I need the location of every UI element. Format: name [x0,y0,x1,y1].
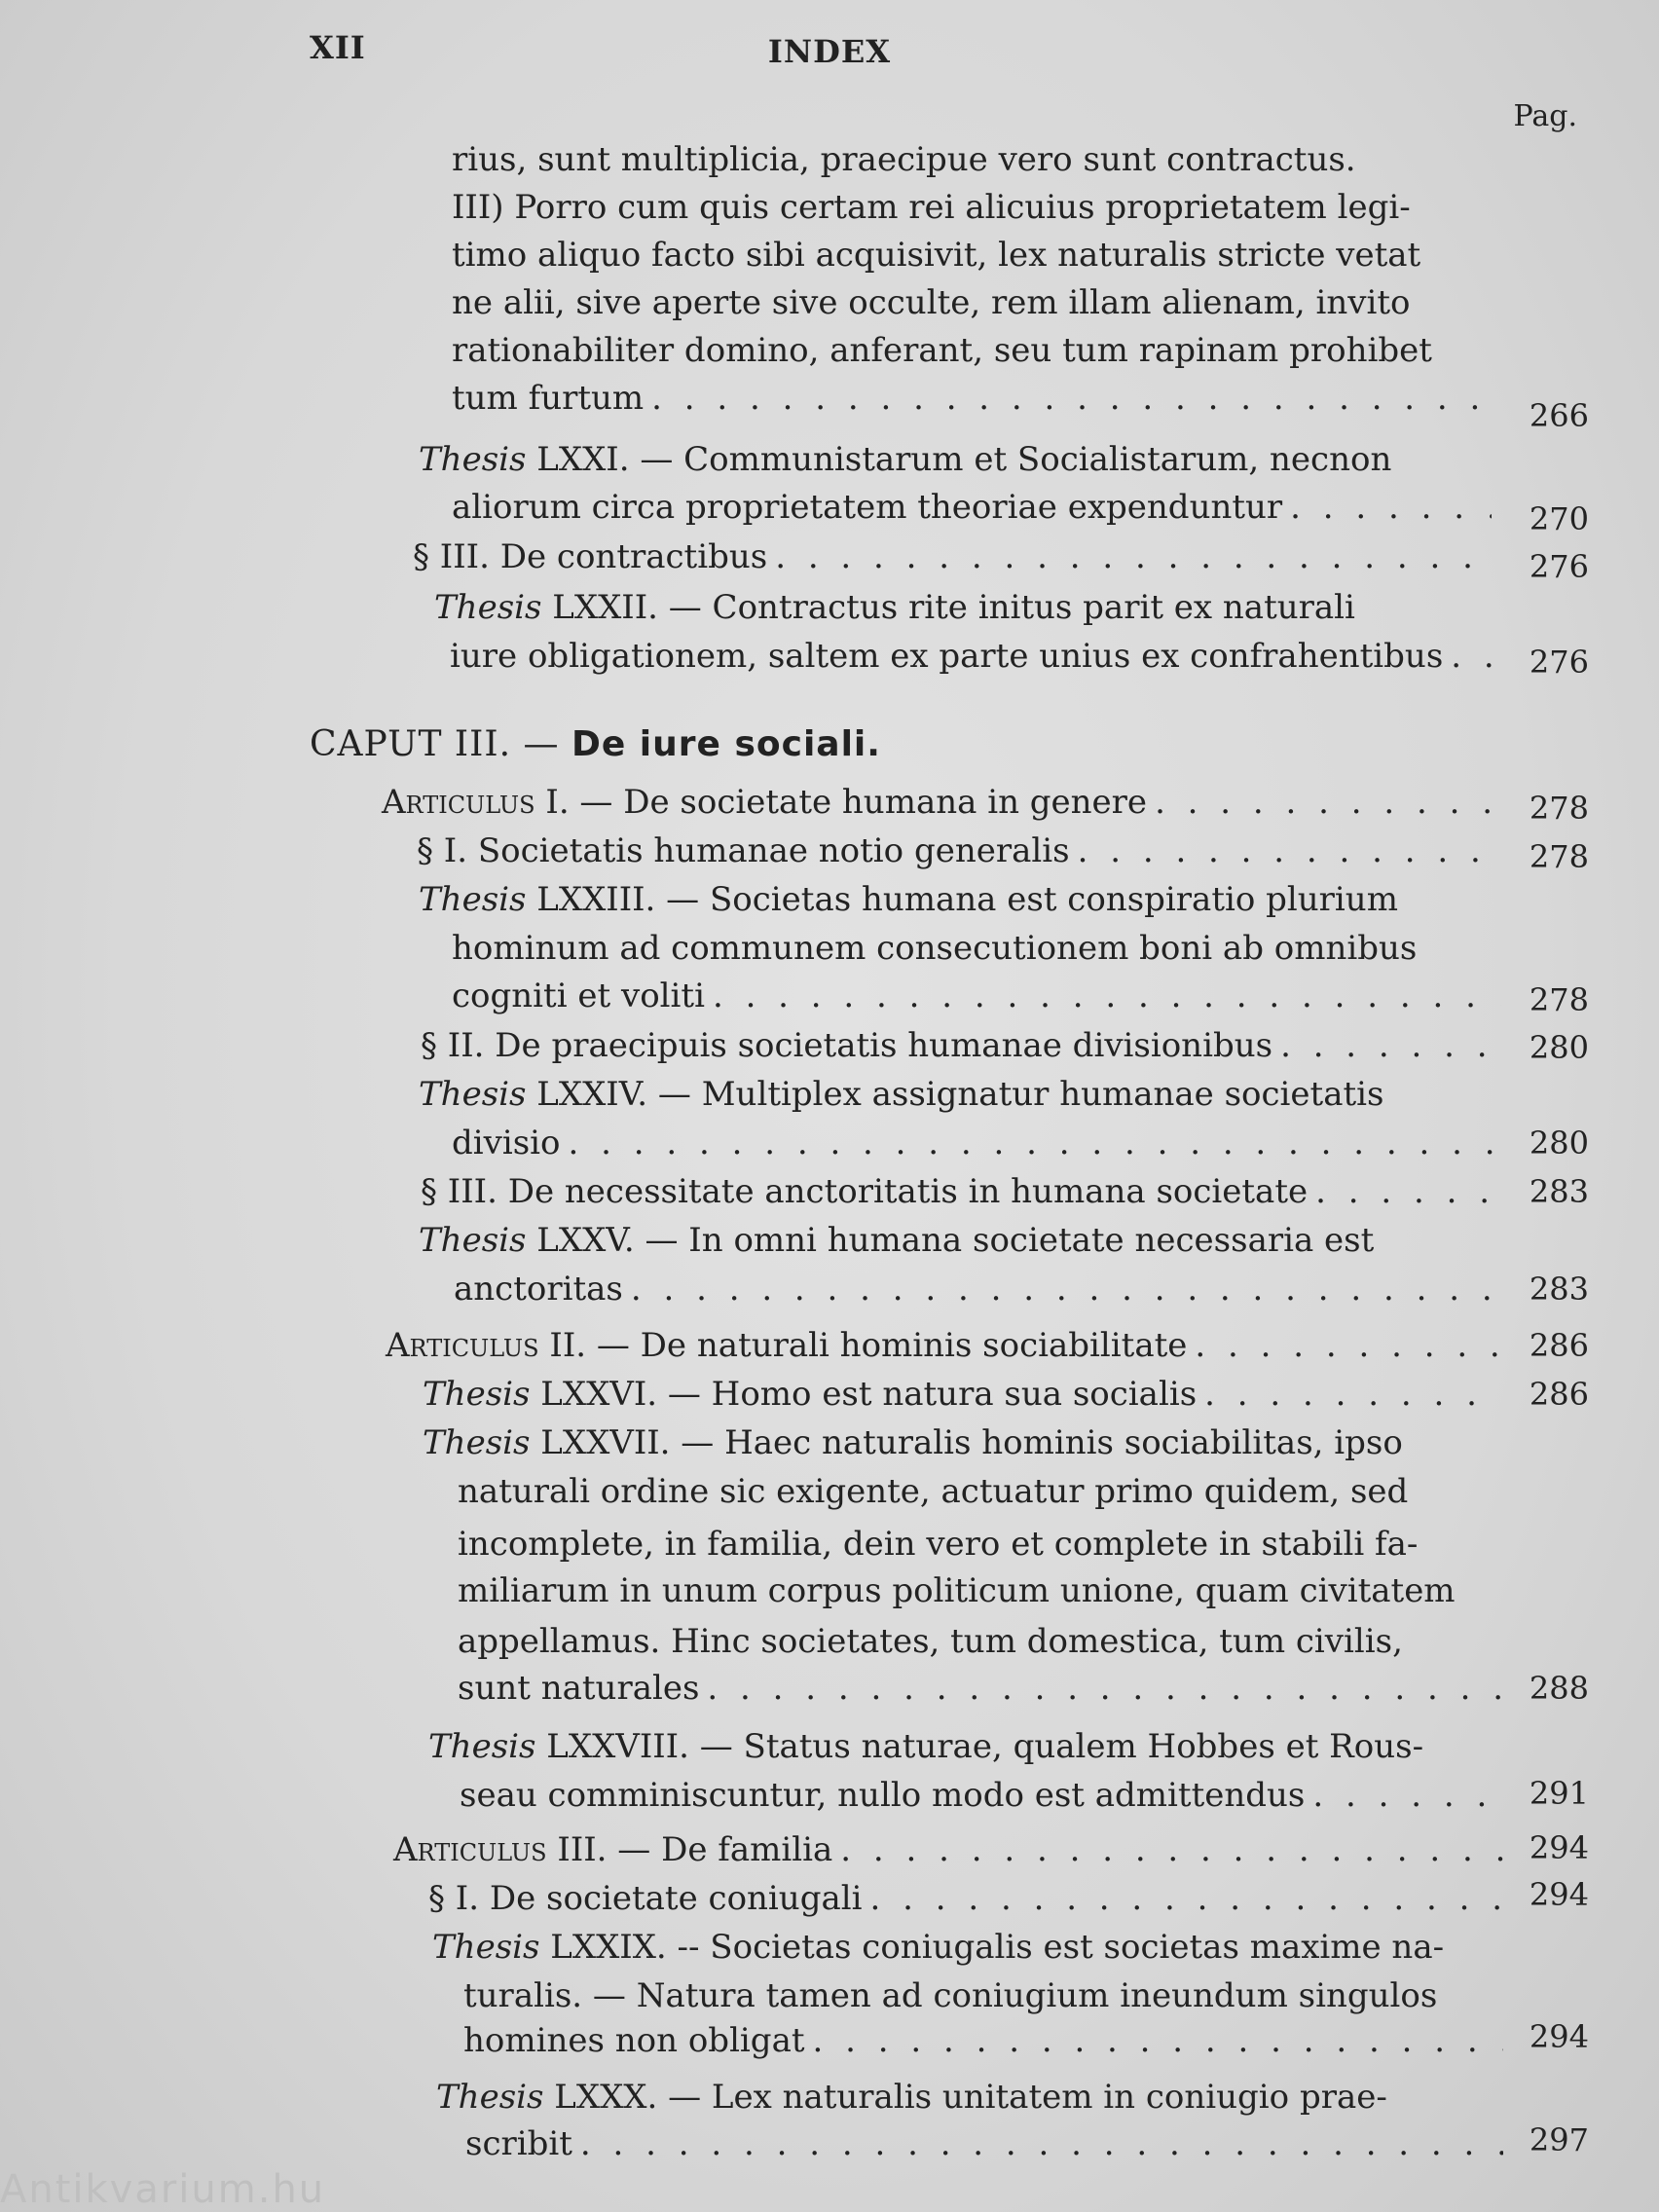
page-ref: 276 [1529,644,1589,681]
toc-entry-section [413,534,1492,580]
text-line: III) Porro cum quis certam rei alicuius proprietatem legi- [452,188,1411,227]
text-line-leader [460,1772,1503,1819]
entry-text: LXXIX. -- Societas coniugalis est societas maxime na- [550,1928,1445,1967]
dot-leader [713,973,1501,1019]
thesis-label: Thesis [436,2078,544,2117]
thesis-label: Thesis [432,1928,540,1967]
text-line-leader [452,973,1501,1019]
dot-leader [580,2120,1503,2167]
text-line: hominum ad communem consecutionem boni ab omnibus [452,929,1418,968]
toc-entry-thesis [419,436,1497,483]
toc-entry-thesis [419,1071,1501,1118]
text-line: appellamus. Hinc societates, tum domestica, tum civilis, [458,1622,1403,1661]
entry-text: II. — De naturali hominis sociabilitate [549,1326,1188,1365]
article-label: Articulus [393,1830,547,1869]
dot-leader [1312,1772,1503,1819]
page-ref: 294 [1529,1876,1589,1913]
page-ref: 294 [1529,1829,1589,1866]
entry-text: § I. Societatis humanae notio generalis [417,831,1070,870]
entry-text: LXXIV. — Multiplex assignatur humanae societatis [536,1075,1384,1114]
thesis-label: Thesis [419,1221,527,1260]
text-line-leader [458,1665,1501,1712]
page-ref: 278 [1529,790,1589,827]
thesis-label: Thesis [419,880,527,919]
page-ref: 283 [1529,1173,1589,1210]
page-ref: 283 [1529,1271,1589,1308]
entry-text: LXXVIII. — Status naturae, qualem Hobbes et Rous- [546,1727,1424,1766]
dot-leader [1155,779,1501,826]
toc-entry-section [417,828,1501,874]
toc-entry-thesis [423,1419,1501,1466]
text-line-leader [452,1120,1501,1166]
toc-entry-section [421,1022,1501,1069]
entry-text: I. — De societate humana in genere [545,783,1148,822]
chapter-title: De iure sociali. [571,724,881,764]
chapter-prefix: CAPUT III. — [310,724,560,764]
thesis-label: Thesis [419,440,527,479]
page-ref: 280 [1529,1029,1589,1066]
entry-text: sunt naturales [458,1669,700,1708]
toc-entry-thesis [432,1924,1503,1971]
entry-text: § II. De praecipuis societatis humanae divisionibus [421,1026,1273,1065]
entry-text: LXXI. — Communistarum et Socialistarum, necnon [536,440,1392,479]
dot-leader [651,375,1492,422]
dot-leader [1280,1022,1501,1069]
page-ref: 270 [1529,500,1589,537]
dot-leader [707,1665,1501,1712]
text-line-leader [463,2017,1503,2064]
toc-entry-article [382,779,1501,826]
text-line: incomplete, in familia, dein vero et complete in stabili fa- [458,1525,1419,1564]
entry-text: divisio [452,1124,561,1162]
entry-text: LXXVI. — Homo est natura sua socialis [540,1375,1198,1414]
page-ref: 294 [1529,2018,1589,2055]
entry-text: § III. De contractibus [413,537,768,576]
thesis-label: Thesis [423,1375,531,1414]
entry-text: aliorum circa proprietatem theoriae expenduntur [452,488,1283,527]
page-ref: 266 [1529,397,1589,434]
text-line-leader [452,375,1492,422]
page-ref: 280 [1529,1124,1589,1161]
text-line: ne alii, sive aperte sive occulte, rem illam alienam, invito [452,283,1411,322]
thesis-label: Thesis [434,588,542,627]
toc-entry-article [393,1826,1503,1873]
entry-text: anctoritas [454,1270,623,1309]
dot-leader [569,1120,1501,1166]
dot-leader [775,534,1492,580]
chapter-heading [310,724,881,764]
text-line-leader [454,1266,1501,1312]
text-line: miliarum in unum corpus politicum unione, quam civitatem [458,1571,1456,1610]
entry-text: III. — De familia [557,1830,833,1869]
entry-text: LXXVII. — Haec naturalis hominis sociabilitas, ipso [540,1423,1403,1462]
text-line: rationabiliter domino, anferant, seu tum rapinam prohibet [452,331,1432,370]
entry-text: LXXV. — In omni humana societate necessaria est [536,1221,1375,1260]
entry-text: § I. De societate coniugali [428,1879,863,1918]
entry-text: LXXX. — Lex naturalis unitatem in coniugio prae- [554,2078,1387,2117]
text-line: naturali ordine sic exigente, actuatur primo quidem, sed [458,1472,1409,1511]
text-line-leader [452,484,1492,531]
dot-leader [1451,633,1495,680]
toc-entry-article [386,1322,1501,1369]
entry-text: tum furtum [452,379,645,418]
toc-entry-thesis [419,1217,1501,1264]
text-line-leader [465,2120,1503,2167]
page-ref: 278 [1529,981,1589,1018]
entry-text: cogniti et voliti [452,977,705,1015]
text-line: rius, sunt multiplicia, praecipue vero sunt contractus. [452,140,1356,179]
dot-leader [1078,828,1501,874]
article-label: Articulus [382,783,535,822]
page-ref: 278 [1529,838,1589,875]
entry-text: § III. De necessitate anctoritatis in humana societate [421,1172,1309,1211]
pag-label: Pag. [1513,99,1577,133]
toc-entry-thesis [436,2074,1503,2120]
entry-text: scribit [465,2124,572,2163]
page-ref: 291 [1529,1775,1589,1812]
dot-leader [1290,484,1492,531]
page-ref: 286 [1529,1327,1589,1364]
dot-leader [840,1826,1503,1873]
page-ref: 286 [1529,1376,1589,1413]
page-ref: 276 [1529,548,1589,585]
toc-entry-thesis [428,1723,1503,1770]
toc-entry-section [421,1168,1501,1215]
dot-leader [631,1266,1501,1312]
text-line: timo aliquo facto sibi acquisivit, lex naturalis stricte vetat [452,236,1421,275]
page-ref: 288 [1529,1670,1589,1707]
text-line: turalis. — Natura tamen ad coniugium ineundum singulos [463,1976,1438,2015]
article-label: Articulus [386,1326,539,1365]
page-ref: 297 [1529,2121,1589,2158]
text-line-leader [450,633,1495,680]
thesis-label: Thesis [423,1423,531,1462]
thesis-label: Thesis [428,1727,536,1766]
entry-text: LXXII. — Contractus rite initus parit ex naturali [552,588,1355,627]
dot-leader [813,2017,1503,2064]
dot-leader [870,1875,1504,1922]
thesis-label: Thesis [419,1075,527,1114]
page-number-roman: XII [310,29,366,66]
dot-leader [1195,1322,1501,1369]
toc-entry-thesis [419,876,1501,923]
dot-leader [1204,1371,1501,1418]
toc-entry-section [428,1875,1503,1922]
toc-entry-thesis [423,1371,1501,1418]
entry-text: LXXIII. — Societas humana est conspiratio plurium [536,880,1398,919]
entry-text: homines non obligat [463,2021,805,2060]
page-title: INDEX [767,33,892,70]
watermark: Antikvarium.hu [0,2167,326,2212]
entry-text: seau comminiscuntur, nullo modo est admittendus [460,1776,1306,1815]
dot-leader [1315,1168,1501,1215]
toc-entry-thesis [434,584,1495,631]
entry-text: iure obligationem, saltem ex parte unius ex confrahentibus [450,637,1444,676]
